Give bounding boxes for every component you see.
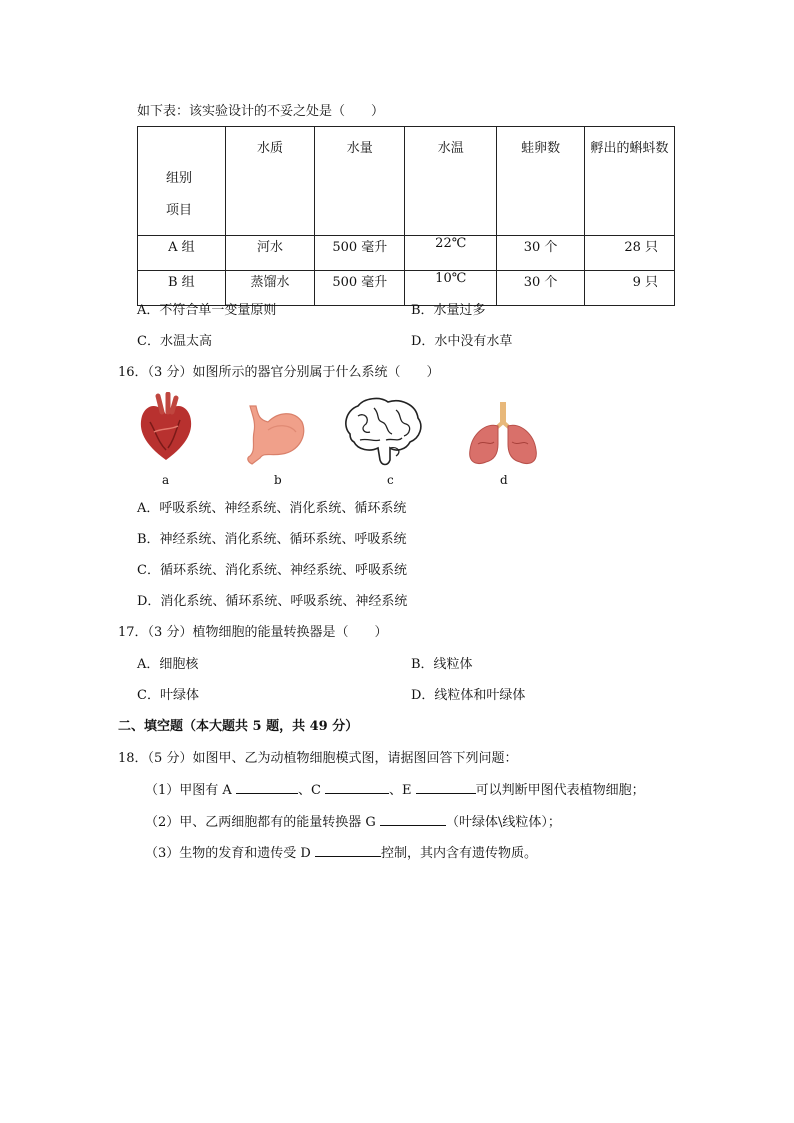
q18-sub1	[145, 781, 645, 800]
answer-blank[interactable]	[315, 844, 381, 857]
caption-a: a	[162, 473, 170, 487]
q18-sub1-text: 、C	[297, 783, 321, 798]
q18-sub2-text: （2）甲、乙两细胞都有的能量转换器 G	[145, 815, 376, 830]
header-cell: 水温	[405, 127, 497, 236]
q18-sub1-text: （1）甲图有 A	[145, 783, 232, 798]
q16-option-d: D．消化系统、循环系统、呼吸系统、神经系统	[137, 594, 408, 609]
experiment-table	[137, 126, 675, 306]
header-cell: 孵出的蝌蚪数	[584, 127, 674, 236]
table-row	[138, 271, 675, 306]
table-cell: 500 毫升	[315, 236, 405, 271]
table-cell: 蒸馏水	[225, 271, 315, 306]
diagonal-header-cell	[138, 127, 226, 236]
caption-d: d	[500, 473, 508, 487]
q16-option-b: B．神经系统、消化系统、循环系统、呼吸系统	[137, 532, 407, 547]
q18-sub2-text: （叶绿体\线粒体）；	[445, 815, 561, 830]
q15-option-a: A．不符合单一变量原则	[137, 303, 277, 318]
table-header-row	[138, 127, 675, 236]
q17-option-b: B．线粒体	[411, 657, 473, 672]
q15-stem-tail: 如下表：该实验设计的不妥之处是（ ）	[137, 104, 385, 119]
table-cell: B 组	[138, 271, 226, 306]
lungs-icon	[466, 400, 540, 468]
header-cell: 水质	[225, 127, 315, 236]
q18-stem: 18．（5 分）如图甲、乙为动植物细胞模式图，请据图回答下列问题：	[118, 751, 518, 766]
answer-blank[interactable]	[380, 813, 446, 826]
section-heading: 二、填空题（本大题共 5 题，共 49 分）	[118, 719, 359, 734]
q17-option-d: D．线粒体和叶绿体	[411, 688, 526, 703]
header-cell: 水量	[315, 127, 405, 236]
table-cell: A 组	[138, 236, 226, 271]
q18-sub3-text: （3）生物的发育和遗传受 D	[145, 846, 311, 861]
q16-option-c: C．循环系统、消化系统、神经系统、呼吸系统	[137, 563, 407, 578]
table-cell: 500 毫升	[315, 271, 405, 306]
q18-sub3	[145, 844, 537, 863]
table-cell: 22℃	[405, 236, 497, 271]
q16-stem: 16．（3 分）如图所示的器官分别属于什么系统（ ）	[118, 365, 440, 380]
diag-label-group: 组别	[166, 171, 193, 186]
header-cell: 蛙卵数	[497, 127, 585, 236]
diag-label-item: 项目	[166, 203, 193, 218]
q17-option-a: A．细胞核	[137, 657, 199, 672]
q18-sub2	[145, 813, 561, 832]
table-cell: 9 只	[584, 271, 674, 306]
heart-icon	[136, 392, 196, 464]
caption-b: b	[274, 473, 282, 487]
answer-blank[interactable]	[236, 781, 298, 794]
table-cell: 河水	[225, 236, 315, 271]
stomach-icon	[242, 402, 308, 466]
q15-option-c: C．水温太高	[137, 334, 212, 349]
caption-c: c	[387, 473, 394, 487]
table-cell: 30 个	[497, 236, 585, 271]
table-row	[138, 236, 675, 271]
brain-icon	[340, 396, 424, 468]
q18-sub1-text: 可以判断甲图代表植物细胞；	[475, 783, 645, 798]
table-cell: 10℃	[405, 271, 497, 306]
answer-blank[interactable]	[416, 781, 476, 794]
q16-option-a: A．呼吸系统、神经系统、消化系统、循环系统	[137, 501, 407, 516]
answer-blank[interactable]	[325, 781, 389, 794]
q15-option-b: B．水量过多	[411, 303, 486, 318]
q18-sub3-text: 控制，其内含有遗传物质。	[380, 846, 537, 861]
table-cell: 28 只	[584, 236, 674, 271]
q15-option-d: D．水中没有水草	[411, 334, 513, 349]
q17-option-c: C．叶绿体	[137, 688, 199, 703]
q18-sub1-text: 、E	[389, 783, 412, 798]
table-cell: 30 个	[497, 271, 585, 306]
q17-stem: 17．（3 分）植物细胞的能量转换器是（ ）	[118, 625, 388, 640]
